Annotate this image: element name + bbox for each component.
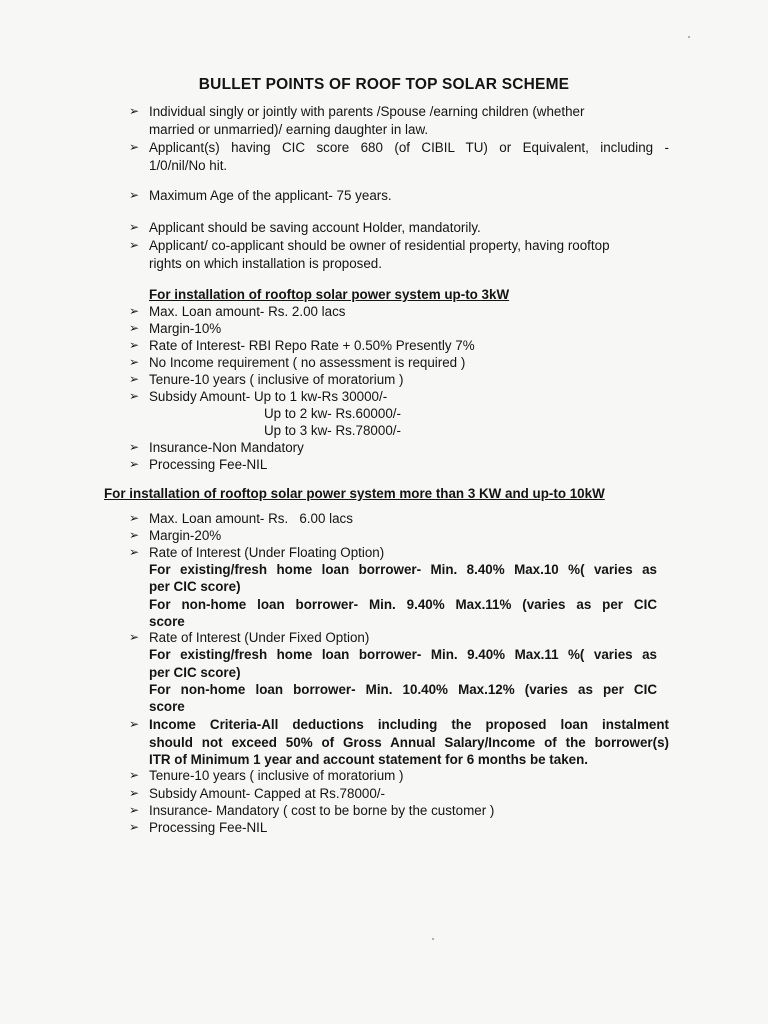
arrow-bullet-icon: ➢ bbox=[129, 768, 140, 782]
section1-item: ➢ Max. Loan amount- Rs. 2.00 lacs bbox=[129, 304, 346, 319]
subsidy-tier: Up to 2 kw- Rs.60000/- bbox=[264, 406, 401, 421]
arrow-bullet-icon: ➢ bbox=[129, 104, 140, 118]
rate-detail: For non-home loan borrower- Min. 9.40% Max.11% (varies as per CIC bbox=[149, 597, 657, 612]
rate-detail: per CIC score) bbox=[149, 665, 241, 680]
section2-item: ➢ Rate of Interest (Under Fixed Option) bbox=[129, 630, 370, 645]
rate-detail: score bbox=[149, 614, 185, 629]
arrow-bullet-icon: ➢ bbox=[129, 372, 140, 386]
scan-speck bbox=[688, 36, 690, 38]
eligibility-item: ➢ Maximum Age of the applicant- 75 years. bbox=[129, 188, 392, 203]
section2-item: ➢ Max. Loan amount- Rs. 6.00 lacs bbox=[129, 511, 353, 526]
arrow-bullet-icon: ➢ bbox=[129, 238, 140, 252]
section1-heading: For installation of rooftop solar power system up-to 3kW bbox=[149, 287, 510, 302]
section2-item-income: ➢ Income Criteria-All deductions including the proposed loan instalment should not exceed 50% of Gross Annual Salary/Income of the borrower(s) ITR of Minimum 1 year and account statement for 6 months be taken. bbox=[129, 717, 669, 767]
arrow-bullet-icon: ➢ bbox=[129, 140, 140, 154]
scan-speck bbox=[432, 938, 434, 940]
arrow-bullet-icon: ➢ bbox=[129, 528, 140, 542]
section2-item: ➢ Insurance- Mandatory ( cost to be borne by the customer ) bbox=[129, 803, 495, 818]
rate-detail: For existing/fresh home loan borrower- Min. 8.40% Max.10 %( varies as bbox=[149, 562, 657, 577]
rate-detail: For existing/fresh home loan borrower- Min. 9.40% Max.11 %( varies as bbox=[149, 647, 657, 662]
section2-item: ➢ Rate of Interest (Under Floating Option) bbox=[129, 545, 385, 560]
rate-detail: per CIC score) bbox=[149, 579, 241, 594]
arrow-bullet-icon: ➢ bbox=[129, 630, 140, 644]
subsidy-tier: Up to 3 kw- Rs.78000/- bbox=[264, 423, 401, 438]
document-title: BULLET POINTS OF ROOF TOP SOLAR SCHEME bbox=[198, 76, 570, 93]
rate-detail: score bbox=[149, 699, 185, 714]
section1-item: ➢ Tenure-10 years ( inclusive of moratorium ) bbox=[129, 372, 404, 387]
section2-item: ➢ Margin-20% bbox=[129, 528, 222, 543]
arrow-bullet-icon: ➢ bbox=[129, 803, 140, 817]
eligibility-item: ➢ Applicant should be saving account Holder, mandatorily. bbox=[129, 220, 481, 235]
section1-item-subsidy: ➢ Subsidy Amount- Up to 1 kw-Rs 30000/- bbox=[129, 389, 388, 404]
section2-heading: For installation of rooftop solar power system more than 3 KW and up-to 10kW bbox=[104, 486, 605, 501]
section2-item: ➢ Processing Fee-NIL bbox=[129, 820, 268, 835]
arrow-bullet-icon: ➢ bbox=[129, 545, 140, 559]
rate-detail: For non-home loan borrower- Min. 10.40% Max.12% (varies as per CIC bbox=[149, 682, 657, 697]
arrow-bullet-icon: ➢ bbox=[129, 321, 140, 335]
arrow-bullet-icon: ➢ bbox=[129, 457, 140, 471]
section1-item: ➢ Processing Fee-NIL bbox=[129, 457, 268, 472]
arrow-bullet-icon: ➢ bbox=[129, 355, 140, 369]
arrow-bullet-icon: ➢ bbox=[129, 717, 140, 731]
eligibility-item: ➢ Applicant(s) having CIC score 680 (of CIBIL TU) or Equivalent, including - 1/0/nil/No hit. bbox=[129, 140, 669, 173]
arrow-bullet-icon: ➢ bbox=[129, 188, 140, 202]
eligibility-item: ➢ Individual singly or jointly with parents /Spouse /earning children (whether married or unmarried)/ earning daughter in law. bbox=[129, 104, 585, 137]
arrow-bullet-icon: ➢ bbox=[129, 389, 140, 403]
arrow-bullet-icon: ➢ bbox=[129, 304, 140, 318]
section1-item: ➢ Margin-10% bbox=[129, 321, 222, 336]
section2-item: ➢ Subsidy Amount- Capped at Rs.78000/- bbox=[129, 786, 385, 801]
arrow-bullet-icon: ➢ bbox=[129, 786, 140, 800]
arrow-bullet-icon: ➢ bbox=[129, 511, 140, 525]
arrow-bullet-icon: ➢ bbox=[129, 338, 140, 352]
section1-item: ➢ Rate of Interest- RBI Repo Rate + 0.50% Presently 7% bbox=[129, 338, 475, 353]
section1-item: ➢ Insurance-Non Mandatory bbox=[129, 440, 304, 455]
arrow-bullet-icon: ➢ bbox=[129, 820, 140, 834]
arrow-bullet-icon: ➢ bbox=[129, 440, 140, 454]
arrow-bullet-icon: ➢ bbox=[129, 220, 140, 234]
eligibility-item: ➢ Applicant/ co-applicant should be owner of residential property, having rooftop rights on which installation is proposed. bbox=[129, 238, 610, 271]
section2-item: ➢ Tenure-10 years ( inclusive of moratorium ) bbox=[129, 768, 404, 783]
section1-item: ➢ No Income requirement ( no assessment is required ) bbox=[129, 355, 466, 370]
